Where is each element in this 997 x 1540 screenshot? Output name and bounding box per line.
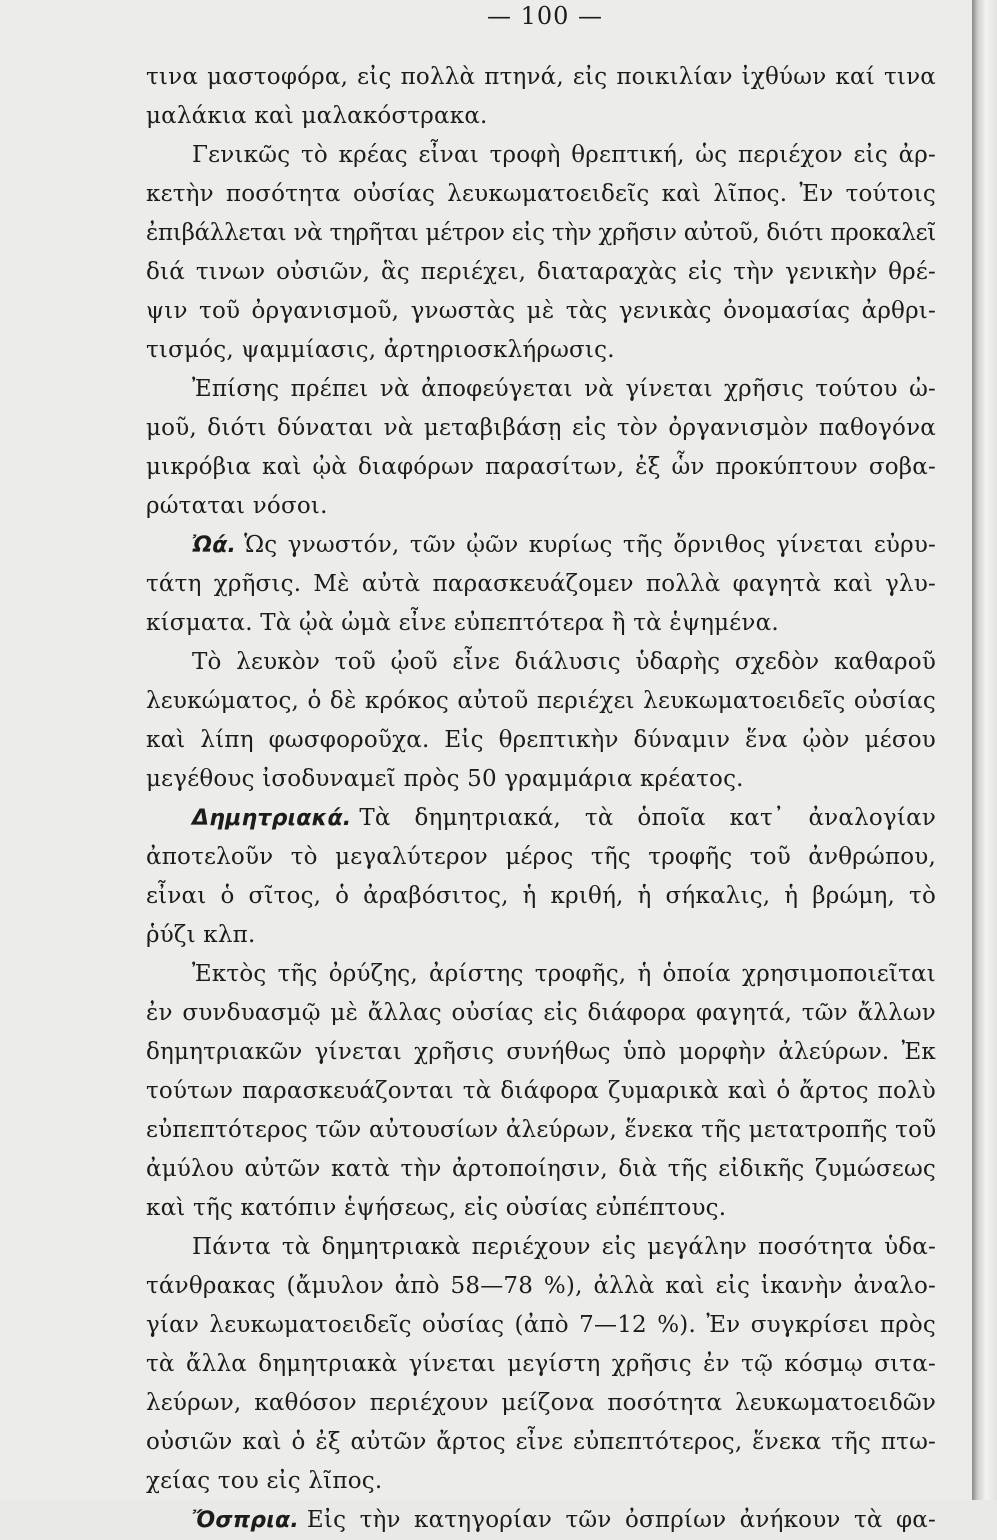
line-text: κίσματα. Τὰ ᾠὰ ὠμὰ εἶνε εὐπεπτότερα ἢ τὰ ἑψημένα. [146, 610, 779, 636]
line-text: καὶ λίπη φωσφοροῦχα. Εἰς θρεπτικὴν δύναμιν ἕνα ᾠὸν μέσου [146, 727, 936, 753]
text-line [146, 1150, 936, 1189]
text-line [146, 994, 936, 1033]
text-line [146, 1462, 936, 1501]
line-text: εὐπεπτότερος τῶν αὐτουσίων ἀλεύρων, ἕνεκα τῆς μετατροπῆς τοῦ [146, 1117, 936, 1143]
text-line [146, 1111, 936, 1150]
line-text: Εἰς τὴν κατηγορίαν τῶν ὀσπρίων ἀνήκουν τὰ φα- [306, 1507, 936, 1533]
text-line [146, 682, 936, 721]
text-line [146, 136, 936, 175]
line-text: οὐσιῶν καὶ ὁ ἐξ αὐτῶν ἄρτος εἶνε εὐπεπτότερος, ἕνεκα τῆς πτω- [146, 1429, 936, 1455]
text-line [146, 604, 936, 643]
line-text: Πάντα τὰ δημητριακὰ περιέχουν εἰς μεγάλην ποσότητα ὑδα- [192, 1234, 936, 1260]
line-text: τὰ ἄλλα δημητριακὰ γίνεται μεγίστη χρῆσις ἐν τῷ κόσμῳ σιτα- [146, 1351, 936, 1377]
text-line [146, 955, 936, 994]
line-text: ἐν συνδυασμῷ μὲ ἄλλας οὐσίας εἰς διάφορα φαγητά, τῶν ἄλλων [146, 1000, 936, 1026]
line-text: τούτων παρασκευάζονται τὰ διάφορα ζυμαρικὰ καὶ ὁ ἄρτος πολὺ [146, 1078, 936, 1104]
text-line [146, 1423, 936, 1462]
line-text: ἀποτελοῦν τὸ μεγαλύτερον μέρος τῆς τροφῆς τοῦ ἀνθρώπου, [146, 844, 936, 870]
text-line [146, 916, 936, 955]
text-line [146, 1072, 936, 1111]
line-text: ψιν τοῦ ὀργανισμοῦ, γνωστὰς μὲ τὰς γενικὰς ὀνομασίας ἀρθρι- [146, 298, 936, 324]
line-text: λευκώματος, ὁ δὲ κρόκος αὐτοῦ περιέχει λευκωματοειδεῖς οὐσίας [146, 688, 936, 714]
text-line [146, 97, 936, 136]
section-heading: Δημητριακά. [192, 806, 352, 831]
line-text: τισμός, ψαμμίασις, ἀρτηριοσκλήρωσις. [146, 337, 615, 363]
line-text: μοῦ, διότι δύναται νὰ μεταβιβάσῃ εἰς τὸν ὀργανισμὸν παθογόνα [146, 415, 936, 441]
text-line [146, 643, 936, 682]
text-line [146, 565, 936, 604]
text-line [146, 1033, 936, 1072]
text-line [146, 838, 936, 877]
line-text: ἐπιβάλλεται νὰ τηρῆται μέτρον εἰς τὴν χρῆσιν αὐτοῦ, διότι προκαλεῖ [146, 220, 936, 246]
section-heading-line [146, 799, 936, 838]
text-line [146, 877, 936, 916]
line-text: δημητριακῶν γίνεται χρῆσις συνήθως ὑπὸ μορφὴν ἀλεύρων. Ἐκ [146, 1039, 936, 1065]
line-text: Τὰ δημητριακά, τὰ ὁποῖα κατ᾽ ἀναλογίαν [359, 805, 936, 831]
line-text: τάτη χρῆσις. Μὲ αὐτὰ παρασκευάζομεν πολλὰ φαγητὰ καὶ γλυ- [146, 571, 936, 597]
text-line [146, 721, 936, 760]
body-text [146, 58, 936, 1540]
line-text: Ἐπίσης πρέπει νὰ ἀποφεύγεται νὰ γίνεται χρῆσις τούτου ὠ- [192, 376, 936, 402]
line-text: Ἐκτὸς τῆς ὀρύζης, ἀρίστης τροφῆς, ἡ ὁποία χρησιμοποιεῖται [192, 961, 936, 987]
line-text: γίαν λευκωματοειδεῖς οὐσίας (ἀπὸ 7—12 %). Ἐν συγκρίσει πρὸς [146, 1312, 936, 1338]
line-text: ῥύζι κλπ. [146, 922, 256, 948]
line-text: καὶ τῆς κατόπιν ἑψήσεως, εἰς οὐσίας εὐπέπτους. [146, 1195, 727, 1221]
text-line [146, 214, 936, 253]
section-heading: Ὄσπρια. [192, 1508, 299, 1533]
section-heading-line [146, 526, 936, 565]
text-line [146, 1384, 936, 1423]
text-line [146, 409, 936, 448]
line-text: τινα μαστοφόρα, εἰς πολλὰ πτηνά, εἰς ποικιλίαν ἰχθύων καί τινα [146, 64, 936, 90]
text-line [146, 487, 936, 526]
text-line [146, 448, 936, 487]
line-text: εἶναι ὁ σῖτος, ὁ ἀραβόσιτος, ἡ κριθή, ἡ σήκαλις, ἡ βρώμη, τὸ [146, 883, 936, 909]
text-line [146, 292, 936, 331]
line-text: χείας του εἰς λῖπος. [146, 1468, 383, 1494]
line-text: ρώταται νόσοι. [146, 493, 328, 519]
text-line [146, 1267, 936, 1306]
page-gutter-shadow [972, 0, 997, 1500]
text-line [146, 1228, 936, 1267]
text-line [146, 253, 936, 292]
text-line [146, 1189, 936, 1228]
text-line [146, 1306, 936, 1345]
text-line [146, 175, 936, 214]
section-heading: Ὠά. [192, 533, 237, 558]
line-text: μαλάκια καὶ μαλακόστρακα. [146, 103, 488, 129]
line-text: Γενικῶς τὸ κρέας εἶναι τροφὴ θρεπτική, ὡς περιέχον εἰς ἀρ- [192, 142, 936, 168]
line-text: Ὡς γνωστόν, τῶν ᾠῶν κυρίως τῆς ὄρνιθος γίνεται εὐρυ- [244, 532, 936, 558]
text-line [146, 1345, 936, 1384]
text-line [146, 760, 936, 799]
line-text: μικρόβια καὶ ᾠὰ διαφόρων παρασίτων, ἐξ ὧν προκύπτουν σοβα- [146, 454, 936, 480]
line-text: τάνθρακας (ἄμυλον ἀπὸ 58—78 %), ἀλλὰ καὶ εἰς ἱκανὴν ἀναλο- [146, 1273, 936, 1299]
line-text: κετὴν ποσότητα οὐσίας λευκωματοειδεῖς καὶ λῖπος. Ἐν τούτοις [146, 181, 936, 207]
line-text: διά τινων οὐσιῶν, ἃς περιέχει, διαταραχὰς εἰς τὴν γενικὴν θρέ- [146, 259, 936, 285]
text-line [146, 331, 936, 370]
line-text: ἀμύλου αὐτῶν κατὰ τὴν ἀρτοποίησιν, διὰ τῆς εἰδικῆς ζυμώσεως [146, 1156, 936, 1182]
section-heading-line [146, 1501, 936, 1540]
line-text: λεύρων, καθόσον περιέχουν μείζονα ποσότητα λευκωματοειδῶν [146, 1390, 936, 1416]
line-text: μεγέθους ἰσοδυναμεῖ πρὸς 50 γραμμάρια κρέατος. [146, 766, 744, 792]
line-text: Τὸ λευκὸν τοῦ ᾠοῦ εἶνε διάλυσις ὑδαρὴς σχεδὸν καθαροῦ [192, 649, 936, 675]
text-line [146, 58, 936, 97]
text-line [146, 370, 936, 409]
page-number: — 100 — [486, 2, 604, 30]
